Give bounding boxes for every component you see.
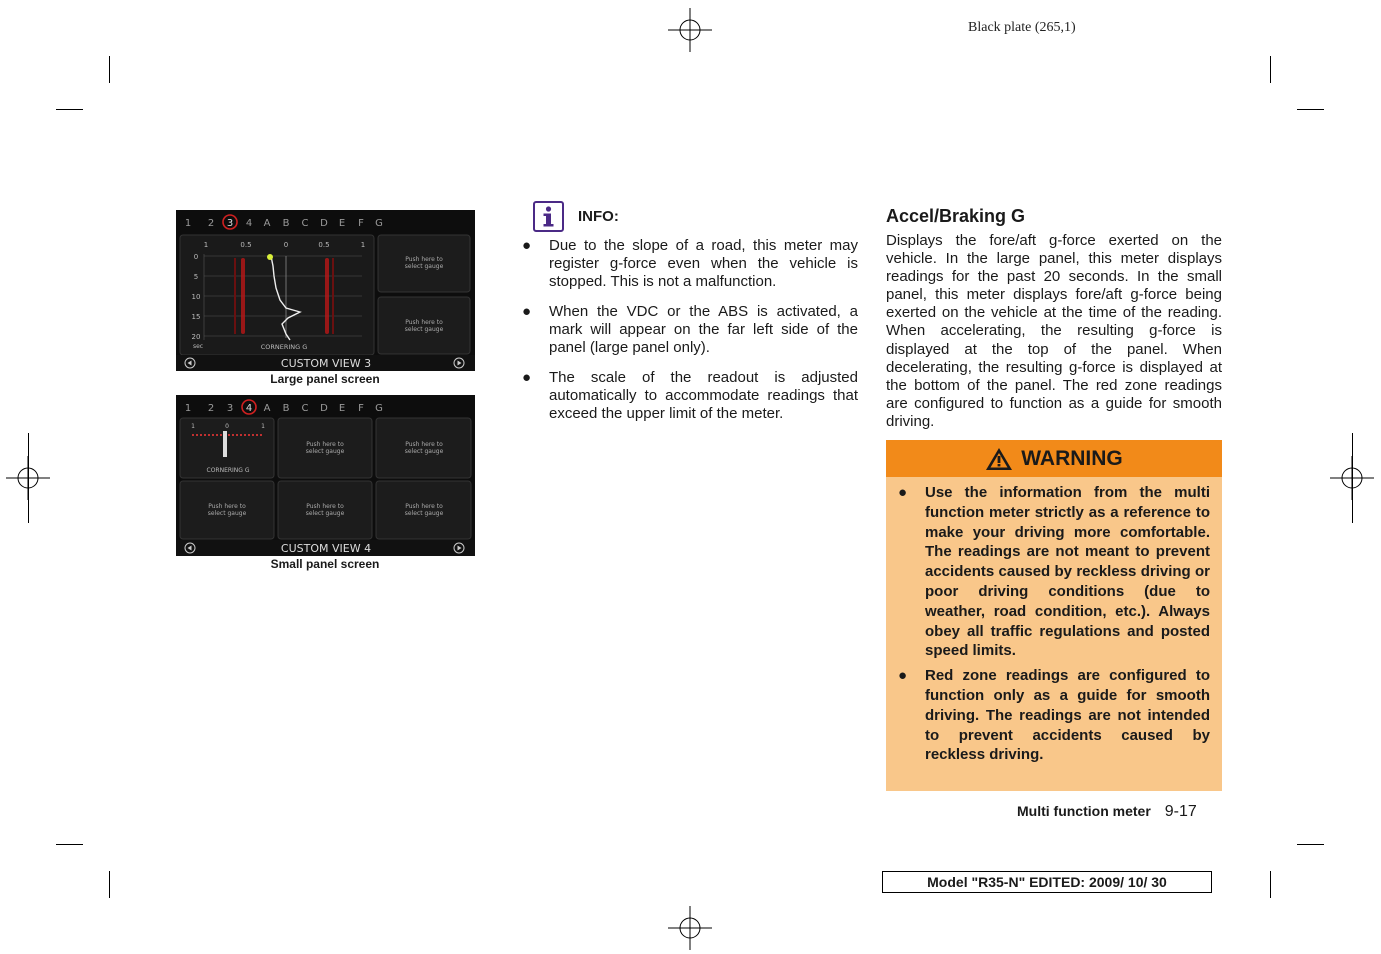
push-label: select gauge [404,448,444,455]
time-label: 0 [193,253,199,261]
push-label: Push here to [405,441,443,448]
scale-label: 0.5 [318,241,330,249]
warning-header [886,440,1222,477]
section-body: Displays the fore/aft g-force exerted on the vehicle. In the large panel, this meter displays readings for the past 20 seconds. In the small panel, this meter displays fore/aft g-force being exerted on the vehicle at the time of the reading. When accelerating, the resulting g-force is displayed at the top of the panel. When decelerating, the resulting g-force is displayed at the bottom of the panel. The red zone readings are configured to function as a guide for smooth driving. [886,232,1222,430]
info-icon [533,201,564,232]
tab-f: F [358,403,364,414]
info-bullet-text: The scale of the readout is adjusted automatically to accommodate readings that exceed the upper limit of the meter. [549,369,858,422]
list-item: ● When the VDC or the ABS is activated, a mark will appear on the far left side of the panel (large panel only). [522,303,858,356]
info-title: INFO: [578,208,619,225]
small-panel-caption: Small panel screen [270,557,380,571]
scale-label: 0 [283,241,289,249]
tab-g: G [375,218,383,229]
crop-mark [1352,433,1353,523]
time-label: 15 [191,313,201,321]
time-label: 20 [191,333,201,341]
push-label: Push here to [208,503,246,510]
list-item: ● Use the information from the multi function meter strictly as a reference to make your driving more comfortable. The readings are not meant to prevent accidents caused by reckless driving or poor driving conditions (due to weather, road condition, etc.). Always obey all traffic regulations and posted speed limits. [898,484,1210,660]
screen-title: CUSTOM VIEW 4 [280,542,372,555]
push-label: select gauge [305,448,345,455]
push-label: select gauge [404,263,444,270]
screen-title: CUSTOM VIEW 3 [280,357,372,370]
tab-b: B [282,403,290,414]
list-item: ● The scale of the readout is adjusted automatically to accommodate readings that exceed the upper limit of the meter. [522,369,858,422]
gauge-name: CORNERING G [206,467,250,474]
scale-label: 1 [203,241,209,249]
gauge-name: CORNERING G [260,343,308,351]
tab-1: 1 [184,218,192,229]
tab-g: G [375,403,383,414]
crop-mark [109,871,110,898]
warning-bullet-text: Use the information from the multi function meter strictly as a reference to make your driving more comfortable. The readings are not meant to prevent accidents caused by reckless driving or poor driving conditions (due to weather, road condition, etc.). Always obey all traffic regulations and posted speed limits. [925,484,1210,660]
list-item: ● Red zone readings are configured to function only as a guide for smooth driving. The readings are not intended to prevent accidents caused by reckless driving. [898,667,1210,764]
page-footer [1017,803,1197,821]
tab-3: 3 [226,403,234,414]
tab-d: D [320,218,328,229]
page-number: 9-17 [1164,803,1197,820]
tab-4: 4 [245,403,253,414]
tab-2: 2 [207,218,215,229]
warning-triangle-icon [985,447,1013,471]
push-label: select gauge [404,510,444,517]
time-label: 10 [191,293,201,301]
crop-mark [56,844,83,845]
tab-b: B [282,218,290,229]
large-panel-caption: Large panel screen [270,372,380,386]
push-label: Push here to [405,256,443,263]
current-reading-dot [267,254,273,260]
info-bullet-text: Due to the slope of a road, this meter may register g-force even when the vehicle is stopped. This is not a malfunction. [549,237,858,290]
tab-f: F [358,218,364,229]
info-bullet-text: When the VDC or the ABS is activated, a mark will appear on the far left side of the panel (large panel only). [549,303,858,356]
scale-label: 1 [261,423,265,430]
push-label: Push here to [405,319,443,326]
tab-d: D [320,403,328,414]
section-heading: Accel/Braking G [886,206,1026,226]
scale-label: 0.5 [240,241,252,249]
push-label: Push here to [306,503,344,510]
push-label: select gauge [404,326,444,333]
registration-mark [668,906,712,950]
warning-list [898,483,1210,770]
tab-a: A [263,403,271,414]
crop-mark [28,433,29,523]
model-edit-stamp: Model "R35-N" EDITED: 2009/ 10/ 30 [882,871,1212,893]
warning-title: WARNING [1021,446,1123,470]
tab-e: E [338,218,346,229]
crop-mark [1270,871,1271,898]
scale-label: 1 [360,241,366,249]
time-unit-label: sec [192,343,204,350]
tab-a: A [263,218,271,229]
large-panel-screen [176,210,475,371]
push-label: Push here to [405,503,443,510]
registration-mark [668,8,712,52]
plate-label: Black plate (265,1) [968,20,1076,35]
tab-c: C [301,403,309,414]
crop-mark [1270,56,1271,83]
tab-4: 4 [245,218,253,229]
crop-mark [56,109,83,110]
tab-3: 3 [226,218,234,229]
scale-label: 0 [225,423,229,430]
info-list [520,237,858,435]
footer-section-name: Multi function meter [1017,803,1151,819]
push-label: select gauge [207,510,247,517]
push-label: select gauge [305,510,345,517]
push-label: Push here to [306,441,344,448]
tab-1: 1 [184,403,192,414]
crop-mark [1297,844,1324,845]
scale-label: 1 [191,423,195,430]
crop-mark [1297,109,1324,110]
crop-mark [109,56,110,83]
tab-2: 2 [207,403,215,414]
list-item: ● Due to the slope of a road, this meter may register g-force even when the vehicle is stopped. This is not a malfunction. [522,237,858,290]
warning-box [886,440,1222,791]
tab-e: E [338,403,346,414]
tab-c: C [301,218,309,229]
small-panel-screen [176,395,475,556]
time-label: 5 [193,273,199,281]
warning-bullet-text: Red zone readings are configured to function only as a guide for smooth driving. The readings are not intended to prevent accidents caused by reckless driving. [925,667,1210,764]
